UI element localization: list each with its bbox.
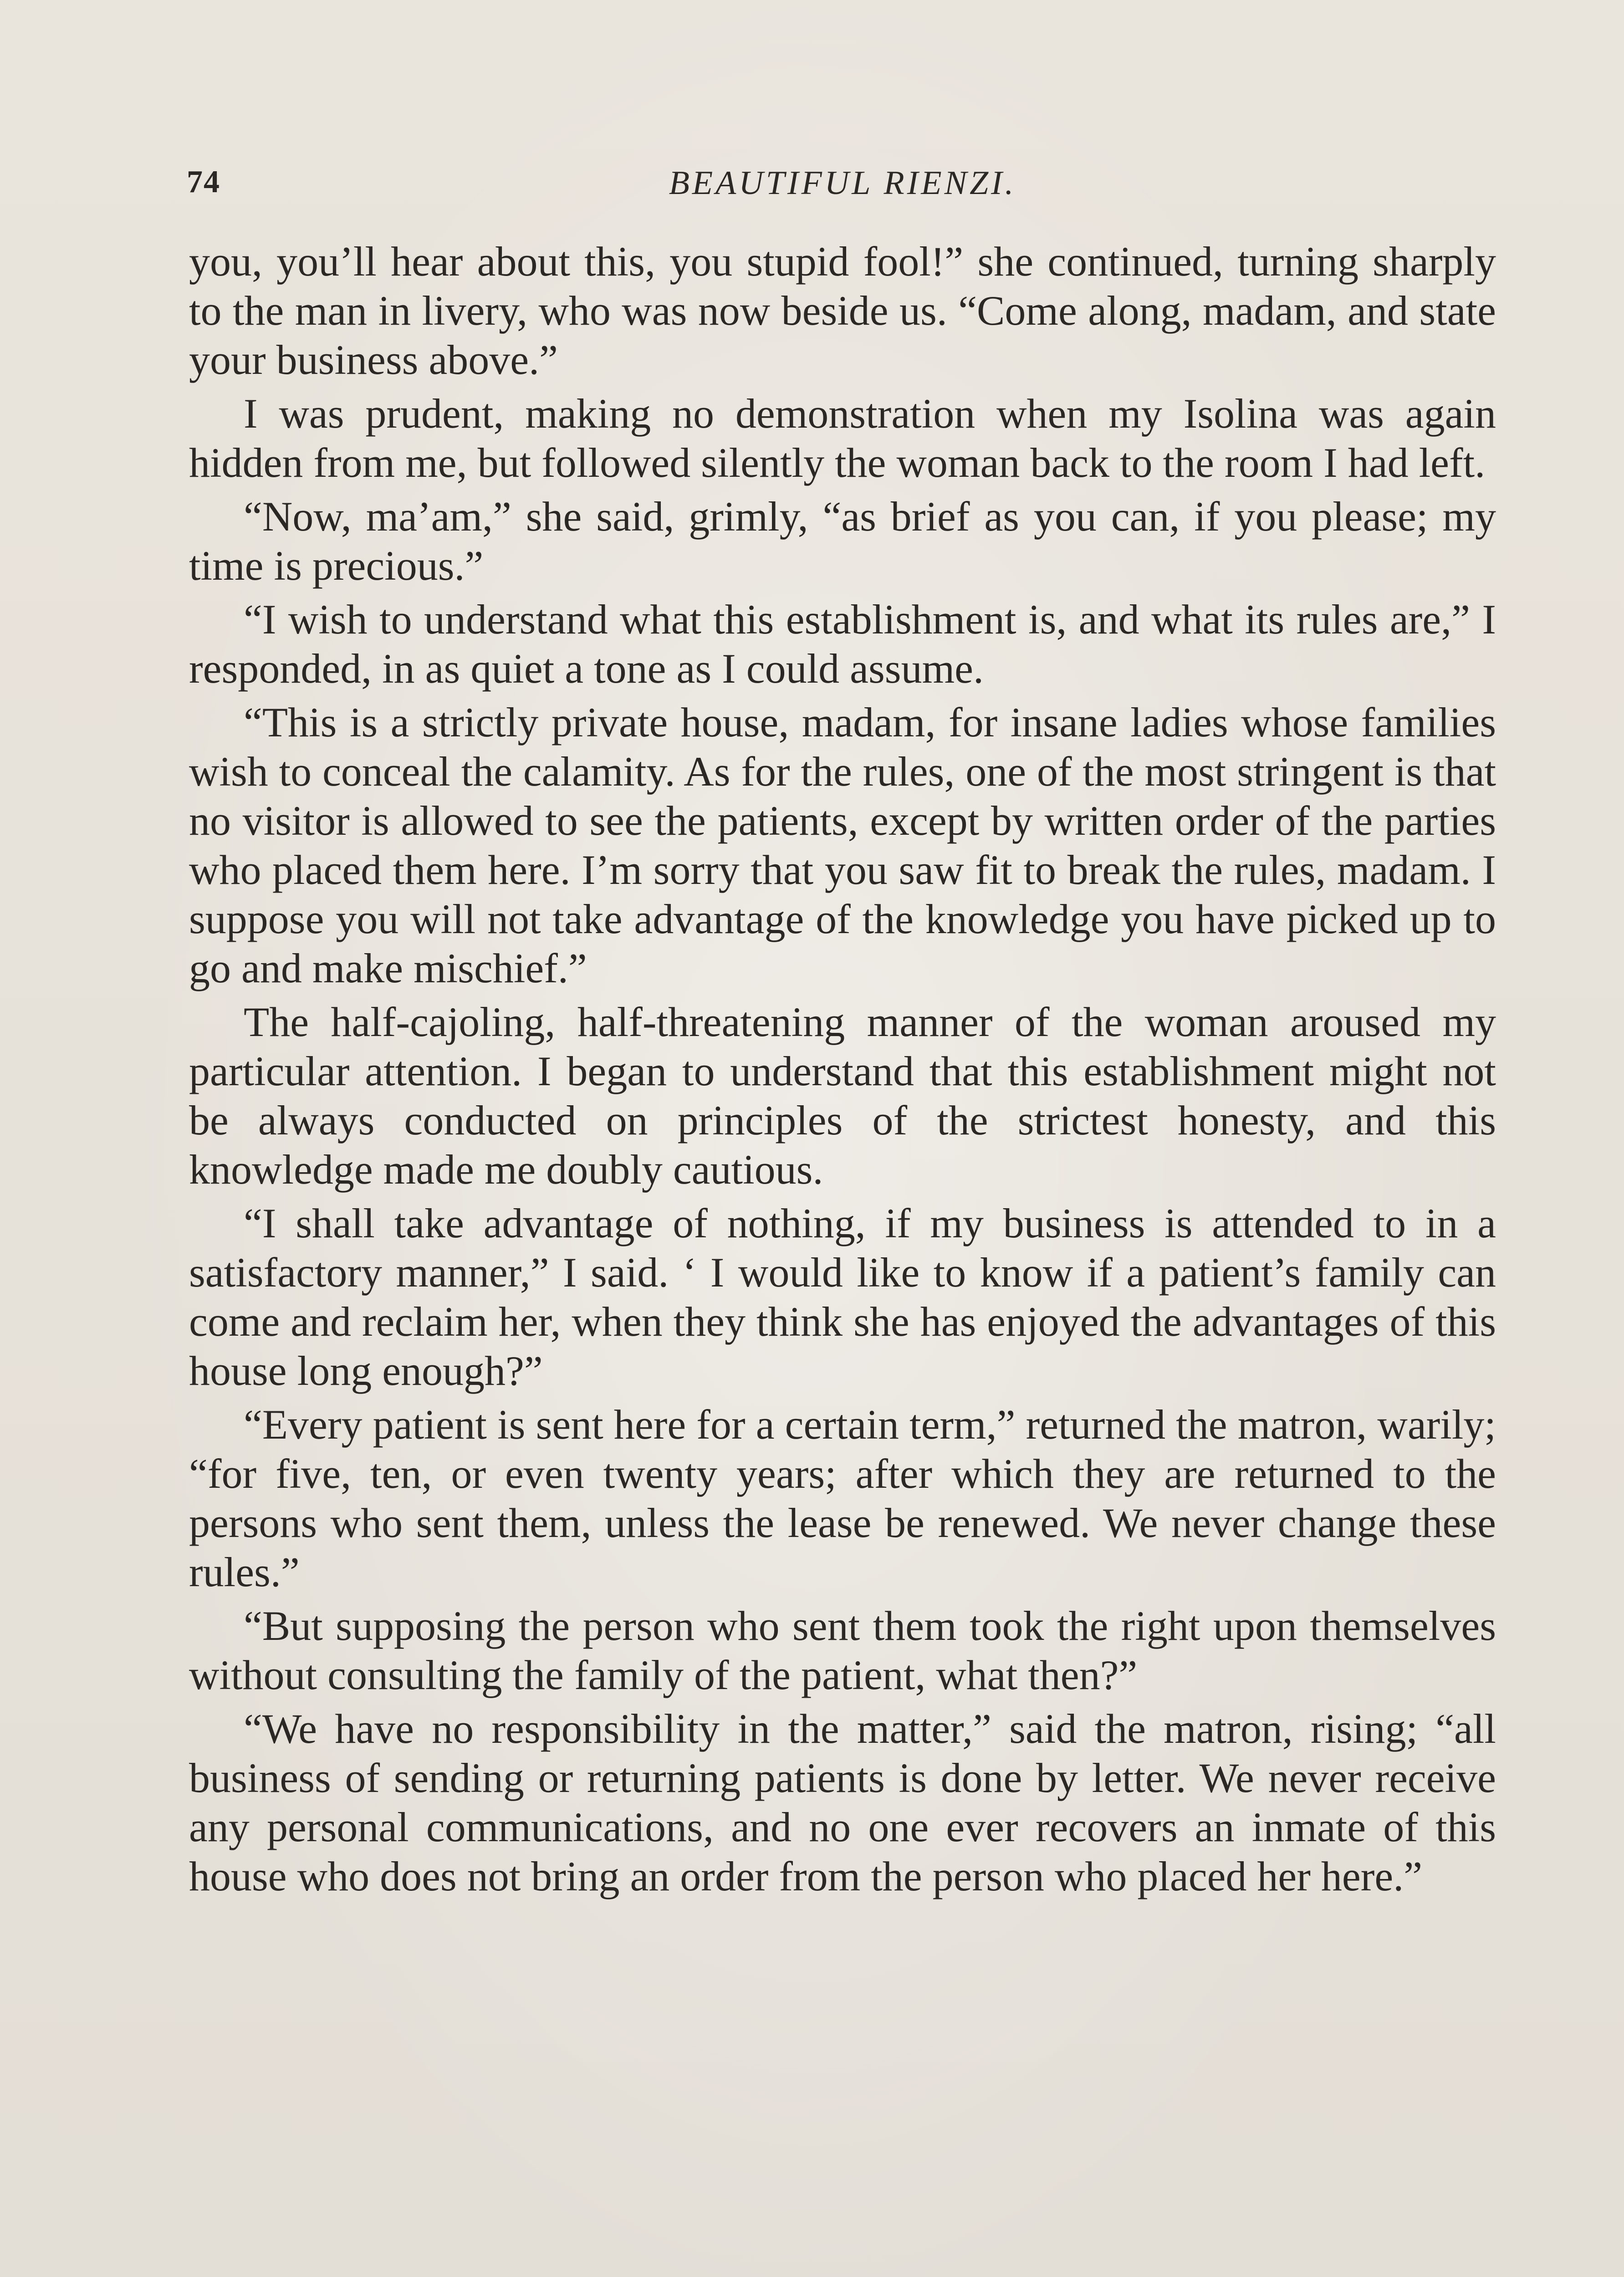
page-number: 74	[187, 164, 220, 199]
page-header	[187, 164, 1498, 219]
paragraph: “I shall take advantage of nothing, if my business is attended to in a satisfactory manner,” I said. ‘ I would like to know if a patient’s family can come and reclaim her, when they think she has enjoyed the advantages of this house long enough?”	[189, 1200, 1496, 1394]
paragraph: “This is a strictly private house, madam, for insane ladies whose families wish to conceal the calamity. As for the rules, one of the most stringent is that no visitor is allowed to see the patients, except by written order of the parties who placed them here. I’m sorry that you saw fit to break the rules, madam. I suppose you will not take advantage of the knowledge you have picked up to go and make mischief.”	[189, 699, 1496, 991]
paragraph: “Every patient is sent here for a certain term,” returned the matron, warily; “for five, ten, or even twenty years; after which they are returned to the persons who sent them, unless the lease be renewed. We never change these rules.”	[189, 1401, 1496, 1595]
paragraph: The half-cajoling, half-threatening manner of the woman aroused my particular attention. I began to understand that this establishment might not be always conducted on principles of the strictest honesty, and this knowledge made me doubly cautious.	[189, 999, 1496, 1193]
paragraph: “Now, ma’am,” she said, grimly, “as brief as you can, if you please; my time is precious.”	[189, 493, 1496, 589]
paragraph: “But supposing the person who sent them took the right upon themselves without consulting the family of the patient, what then?”	[189, 1603, 1496, 1698]
paragraph: you, you’ll hear about this, you stupid fool!” she continued, turning sharply to the man in livery, who was now beside us. “Come along, madam, and state your business above.”	[189, 238, 1496, 383]
paragraph: I was prudent, making no demonstration when my Isolina was again hidden from me, but followed silently the woman back to the room I had left.	[189, 390, 1496, 486]
body-text	[189, 237, 1496, 1905]
paragraph: “We have no responsibility in the matter,” said the matron, rising; “all business of sending or returning patients is done by letter. We never receive any personal communications, and no one ever recovers an inmate of this house who does not bring an order from the person who placed her here.”	[189, 1705, 1496, 1899]
running-head: BEAUTIFUL RIENZI.	[669, 164, 1016, 202]
paragraph: “I wish to understand what this establishment is, and what its rules are,” I responded, in as quiet a tone as I could assume.	[189, 596, 1496, 692]
